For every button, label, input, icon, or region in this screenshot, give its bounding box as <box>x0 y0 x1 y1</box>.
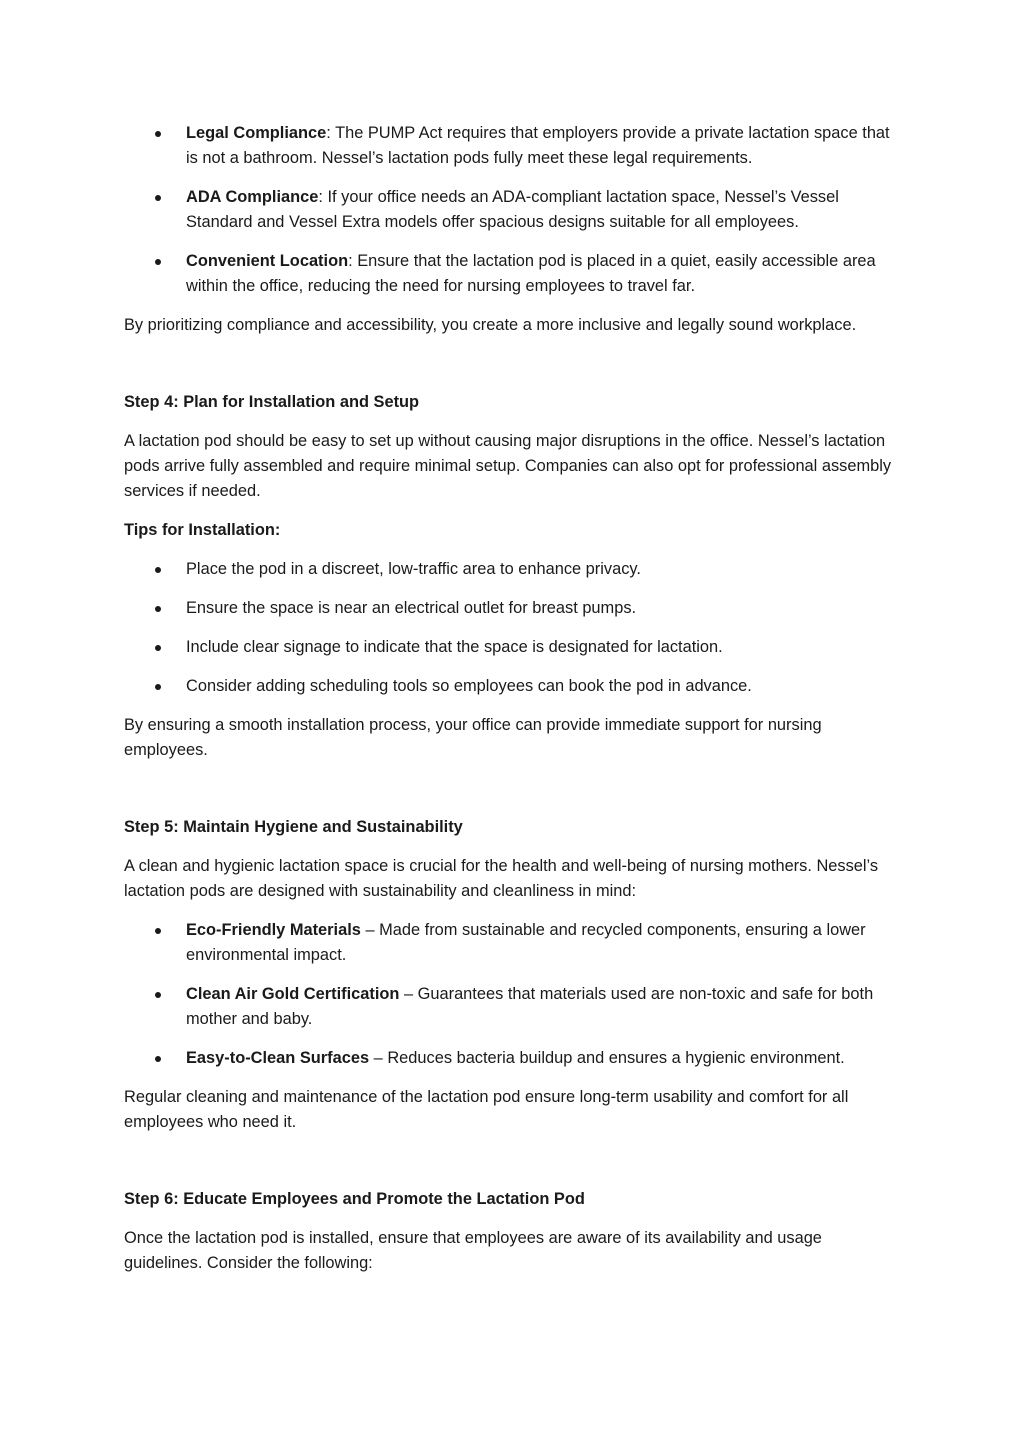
list-item-title: ADA Compliance <box>186 188 319 206</box>
bullet-icon <box>155 606 161 612</box>
bullet-icon <box>155 992 161 998</box>
section-heading: Step 4: Plan for Installation and Setup <box>124 393 420 411</box>
list-item <box>124 918 904 968</box>
list-item <box>124 185 904 235</box>
list-item-text: Consider adding scheduling tools so employees can book the pod in advance. <box>186 677 752 695</box>
subheading: Tips for Installation: <box>124 521 281 539</box>
list-item-text: – Reduces bacteria buildup and ensures a hygienic environment. <box>369 1049 845 1067</box>
list-item <box>124 1046 904 1071</box>
bullet-icon <box>155 1056 161 1062</box>
paragraph: A clean and hygienic lactation space is crucial for the health and well-being of nursing mothers. Nessel’s lactation pods are designed with sustainability and cleanliness in mind: <box>124 857 879 900</box>
list-item-text: Ensure the space is near an electrical outlet for breast pumps. <box>186 599 637 617</box>
list-item <box>124 121 904 171</box>
bullet-icon <box>155 928 161 934</box>
list-item-text: : Ensure that the lactation pod is placed in a quiet, easily accessible area within the office, reducing the need for nursing employees to travel far. <box>186 252 876 295</box>
section-heading: Step 6: Educate Employees and Promote the Lactation Pod <box>124 1190 585 1208</box>
list-item-text: – Made from sustainable and recycled components, ensuring a lower environmental impact. <box>186 921 866 964</box>
document-page <box>124 121 904 1290</box>
paragraph: Once the lactation pod is installed, ensure that employees are aware of its availability and usage guidelines. Consider the following: <box>124 1229 822 1272</box>
paragraph: Regular cleaning and maintenance of the lactation pod ensure long-term usability and comfort for all employees who need it. <box>124 1088 849 1131</box>
list-item-title: Legal Compliance <box>186 124 327 142</box>
paragraph: By ensuring a smooth installation process, your office can provide immediate support for nursing employees. <box>124 716 822 759</box>
list-item-title: Clean Air Gold Certification <box>186 985 400 1003</box>
section-heading: Step 5: Maintain Hygiene and Sustainability <box>124 818 463 836</box>
bullet-icon <box>155 131 161 137</box>
list-item <box>124 596 904 621</box>
section-spacer <box>124 777 904 815</box>
paragraph: A lactation pod should be easy to set up without causing major disruptions in the office. Nessel’s lactation pods arrive fully assembled and require minimal setup. Companies can also opt for professional assembly services if needed. <box>124 432 892 500</box>
list-item-text: Place the pod in a discreet, low-traffic area to enhance privacy. <box>186 560 641 578</box>
section-spacer <box>124 1149 904 1187</box>
compliance-list <box>124 121 904 299</box>
hygiene-list <box>124 918 904 1071</box>
section-spacer <box>124 352 904 390</box>
list-item-text: Include clear signage to indicate that the space is designated for lactation. <box>186 638 723 656</box>
list-item-title: Eco-Friendly Materials <box>186 921 361 939</box>
list-item <box>124 674 904 699</box>
bullet-icon <box>155 567 161 573</box>
bullet-icon <box>155 645 161 651</box>
bullet-icon <box>155 684 161 690</box>
list-item <box>124 635 904 660</box>
list-item-text: – Guarantees that materials used are non-toxic and safe for both mother and baby. <box>186 985 874 1028</box>
paragraph: By prioritizing compliance and accessibility, you create a more inclusive and legally sound workplace. <box>124 316 857 334</box>
list-item-text: : The PUMP Act requires that employers provide a private lactation space that is not a bathroom. Nessel’s lactation pods fully meet these legal requirements. <box>186 124 890 167</box>
list-item <box>124 982 904 1032</box>
tips-list <box>124 557 904 699</box>
list-item <box>124 249 904 299</box>
list-item-title: Easy-to-Clean Surfaces <box>186 1049 370 1067</box>
list-item-title: Convenient Location <box>186 252 349 270</box>
list-item <box>124 557 904 582</box>
bullet-icon <box>155 195 161 201</box>
bullet-icon <box>155 259 161 265</box>
list-item-text: : If your office needs an ADA-compliant lactation space, Nessel’s Vessel Standard and Vessel Extra models offer spacious designs suitable for all employees. <box>186 188 839 231</box>
